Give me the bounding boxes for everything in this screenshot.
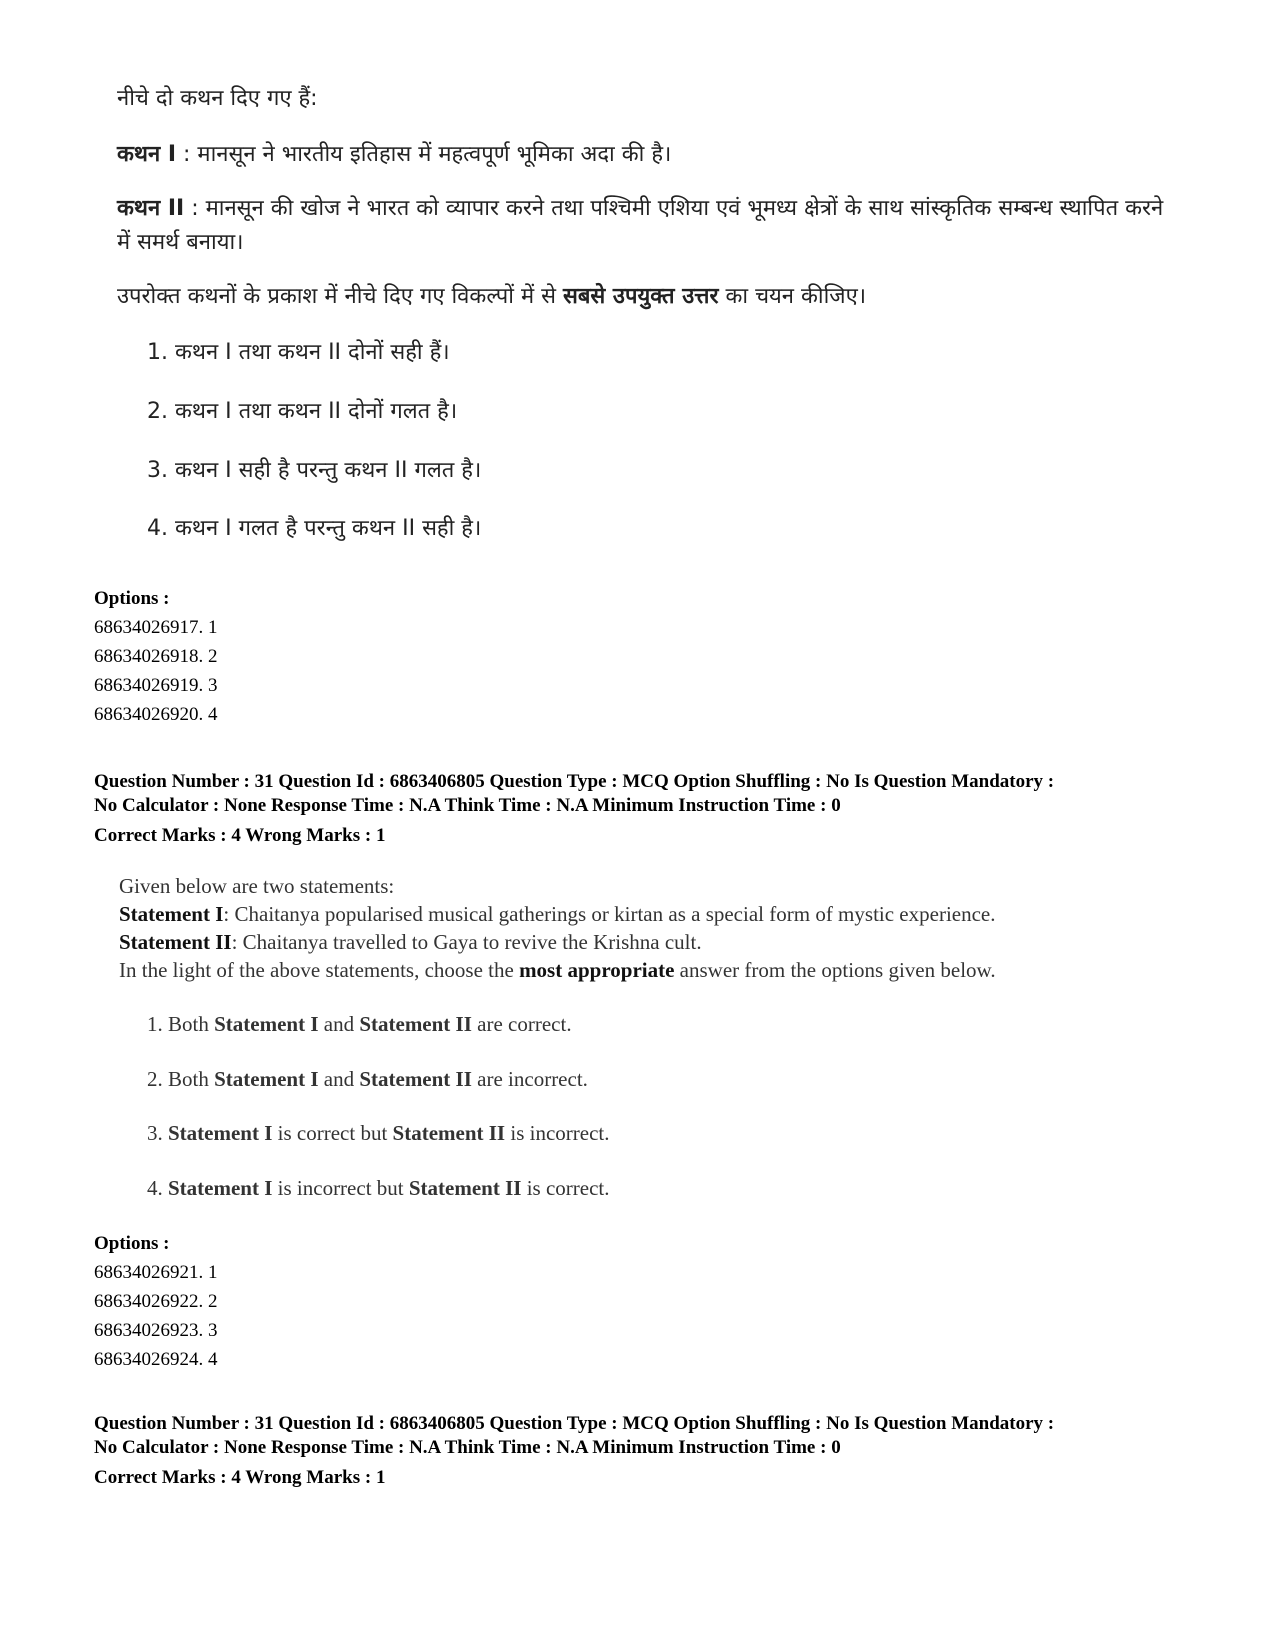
hindi-statement-2-label: कथन II [117,196,185,221]
hindi-statement-2 [117,192,1177,260]
question-meta-1 [94,770,1054,848]
english-instruction-bold: most appropriate [519,958,675,982]
question-meta-2 [94,1412,1054,1490]
hindi-statement-1 [117,138,671,172]
hindi-instruction [117,280,866,314]
meta-line-2: No Calculator : None Response Time : N.A Think Time : N.A Minimum Instruction Time : 0 [94,1437,841,1458]
option-id: 68634026923. 3 [94,1320,218,1341]
english-statement-1-label: Statement I [119,902,224,926]
meta-marks: Correct Marks : 4 Wrong Marks : 1 [94,825,386,846]
english-option-2: 2. Both Statement I and Statement II are incorrect. [147,1067,588,1091]
options-list-2 [94,1229,218,1374]
hindi-statement-2-text: : मानसून की खोज ने भारत को व्यापार करने तथा पश्चिमी एशिया एवं भूमध्य क्षेत्रों के साथ सांस्कृतिक सम्बन्ध स्थापित करने में समर्थ बनाया। [117,196,1164,255]
english-instruction-post: answer from the options given below. [674,958,996,982]
hindi-option-2: 2. कथन I तथा कथन II दोनों गलत है। [147,399,458,424]
meta-line-2: No Calculator : None Response Time : N.A Think Time : N.A Minimum Instruction Time : 0 [94,795,841,816]
options-title: Options : [94,1233,170,1254]
meta-marks: Correct Marks : 4 Wrong Marks : 1 [94,1467,386,1488]
hindi-option-3: 3. कथन I सही है परन्तु कथन II गलत है। [147,458,482,483]
english-statement-2-label: Statement II [119,930,232,954]
english-statement-2 [119,928,1169,956]
hindi-instruction-bold: सबसे उपयुक्त उत्तर [562,284,719,309]
option-id: 68634026924. 4 [94,1349,218,1370]
hindi-option-1: 1. कथन I तथा कथन II दोनों सही हैं। [147,340,450,365]
hindi-instruction-post: का चयन कीजिए। [718,284,867,309]
english-instruction [119,956,1169,984]
option-id: 68634026919. 3 [94,675,218,696]
english-intro: Given below are two statements: [119,874,395,898]
english-instruction-pre: In the light of the above statements, choose the [119,958,520,982]
hindi-instruction-pre: उपरोक्त कथनों के प्रकाश में नीचे दिए गए विकल्पों में से [117,284,563,309]
meta-line-1: Question Number : 31 Question Id : 6863406805 Question Type : MCQ Option Shuffling : No Is Question Mandatory : [94,1413,1055,1434]
option-id: 68634026918. 2 [94,646,218,667]
english-statement-1-text: : Chaitanya popularised musical gatherings or kirtan as a special form of mystic experience. [223,902,996,926]
options-list-1 [94,584,218,729]
english-option-4: 4. Statement I is incorrect but Statement II is correct. [147,1176,610,1200]
hindi-statement-1-label: कथन I [117,142,177,167]
option-id: 68634026920. 4 [94,704,218,725]
hindi-option-4: 4. कथन I गलत है परन्तु कथन II सही है। [147,516,482,541]
meta-line-1: Question Number : 31 Question Id : 6863406805 Question Type : MCQ Option Shuffling : No Is Question Mandatory : [94,771,1055,792]
hindi-statement-1-text: : मानसून ने भारतीय इतिहास में महत्वपूर्ण भूमिका अदा की है। [176,142,672,167]
english-option-1: 1. Both Statement I and Statement II are correct. [147,1012,572,1036]
option-id: 68634026921. 1 [94,1262,218,1283]
english-question [119,872,1169,984]
english-statement-2-text: : Chaitanya travelled to Gaya to revive the Krishna cult. [231,930,702,954]
option-id: 68634026917. 1 [94,617,218,638]
option-id: 68634026922. 2 [94,1291,218,1312]
hindi-intro: नीचे दो कथन दिए गए हैं: [117,86,318,111]
options-title: Options : [94,588,170,609]
english-statement-1 [119,900,1169,928]
english-option-3: 3. Statement I is correct but Statement II is incorrect. [147,1121,610,1145]
